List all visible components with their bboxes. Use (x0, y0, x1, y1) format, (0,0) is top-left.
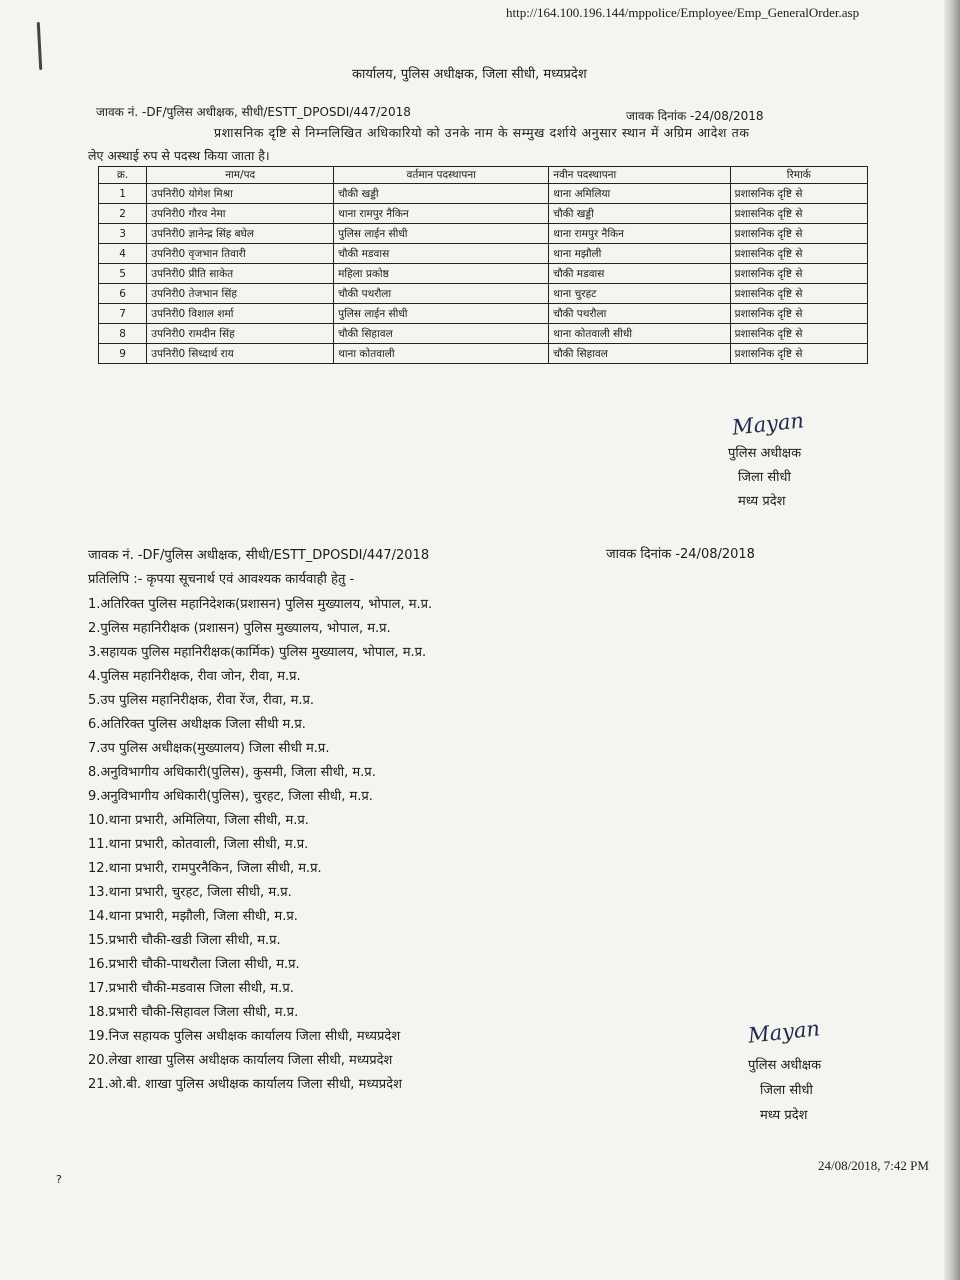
list-item: 1.अतिरिक्त पुलिस महानिदेशक(प्रशासन) पुलिस मुख्यालय, भोपाल, म.प्र. (88, 597, 433, 612)
cell-name: उपनिरी0 गौरव नेमा (147, 204, 334, 224)
list-item: 8.अनुविभागीय अधिकारी(पुलिस), कुसमी, जिला सीधी, म.प्र. (88, 765, 376, 780)
dispatch-number: जावक नं. -DF/पुलिस अधीक्षक, सीधी/ESTT_DPOSDI/447/2018 (96, 105, 411, 119)
page-url: http://164.100.196.144/mppolice/Employee/Emp_GeneralOrder.asp (506, 5, 860, 20)
list-item: 20.लेखा शाखा पुलिस अधीक्षक कार्यालय जिला सीधी, मध्यप्रदेश (88, 1053, 393, 1068)
table-row (99, 264, 868, 284)
order-intro-line2: लेए अस्थाई रुप से पदस्थ किया जाता है। (88, 148, 270, 163)
cell-remark: प्रशासनिक दृष्टि से (730, 244, 867, 264)
cell-new-posting: थाना चुरहट (549, 284, 730, 304)
list-item: 17.प्रभारी चौकी-मडवास जिला सीधी, म.प्र. (88, 981, 294, 996)
table-row (99, 344, 868, 364)
cell-current-posting: चौकी खड्डी (334, 184, 549, 204)
posting-table (98, 166, 868, 364)
header-new-posting: नवीन पदस्थापना (549, 167, 730, 184)
order-intro-line1: प्रशासनिक दृष्टि से निम्नलिखित अधिकारियो को उनके नाम के सम्मुख दर्शाये अनुसार स्थान में अग्रिम आदेश तक (214, 125, 750, 140)
list-item: 13.थाना प्रभारी, चुरहट, जिला सीधी, म.प्र. (88, 885, 292, 900)
cell-current-posting: चौकी सिहावल (334, 324, 549, 344)
header-remark: रिमार्क (730, 167, 867, 184)
cell-current-posting: महिला प्रकोष्ठ (334, 264, 549, 284)
list-item: 4.पुलिस महानिरीक्षक, रीवा जोन, रीवा, म.प्र. (88, 669, 301, 684)
table-row (99, 304, 868, 324)
signatory-district-2: जिला सीधी (760, 1083, 813, 1098)
table-row (99, 184, 868, 204)
list-item: 18.प्रभारी चौकी-सिहावल जिला सीधी, म.प्र. (88, 1005, 299, 1020)
cell-new-posting: थाना अमिलिया (549, 184, 730, 204)
cell-serial: 5 (99, 264, 147, 284)
header-name: नाम/पद (147, 167, 334, 184)
cell-serial: 2 (99, 204, 147, 224)
print-timestamp: 24/08/2018, 7:42 PM (818, 1158, 929, 1173)
cell-new-posting: थाना कोतवाली सीधी (549, 324, 730, 344)
list-item: 16.प्रभारी चौकी-पाथरौला जिला सीधी, म.प्र. (88, 957, 300, 972)
list-item: 11.थाना प्रभारी, कोतवाली, जिला सीधी, म.प्र. (88, 837, 309, 852)
cell-name: उपनिरी0 सिध्दार्थ राय (147, 344, 334, 364)
cell-remark: प्रशासनिक दृष्टि से (730, 184, 867, 204)
cell-serial: 9 (99, 344, 147, 364)
office-title: कार्यालय, पुलिस अधीक्षक, जिला सीधी, मध्यप्रदेश (352, 67, 587, 82)
cell-remark: प्रशासनिक दृष्टि से (730, 344, 867, 364)
list-item: 14.थाना प्रभारी, मझौली, जिला सीधी, म.प्र. (88, 909, 298, 924)
list-item: 7.उप पुलिस अधीक्षक(मुख्यालय) जिला सीधी म.प्र. (88, 741, 330, 756)
page-shadow (944, 0, 960, 1280)
cell-name: उपनिरी0 प्रीति साकेत (147, 264, 334, 284)
cell-serial: 4 (99, 244, 147, 264)
cell-current-posting: चौकी मडवास (334, 244, 549, 264)
list-item: 10.थाना प्रभारी, अमिलिया, जिला सीधी, म.प्र. (88, 813, 309, 828)
cell-current-posting: पुलिस लाईन सीधी (334, 304, 549, 324)
cell-new-posting: चौकी खड्डी (549, 204, 730, 224)
signature-scribble: Mayan (730, 408, 805, 440)
cell-serial: 6 (99, 284, 147, 304)
table-row (99, 224, 868, 244)
cell-new-posting: चौकी मडवास (549, 264, 730, 284)
list-item: 2.पुलिस महानिरीक्षक (प्रशासन) पुलिस मुख्यालय, भोपाल, म.प्र. (88, 621, 391, 636)
cell-remark: प्रशासनिक दृष्टि से (730, 224, 867, 244)
copy-dispatch-number: जावक नं. -DF/पुलिस अधीक्षक, सीधी/ESTT_DPOSDI/447/2018 (88, 548, 430, 563)
cell-remark: प्रशासनिक दृष्टि से (730, 264, 867, 284)
cell-remark: प्रशासनिक दृष्टि से (730, 204, 867, 224)
header-serial: क्र. (99, 167, 147, 184)
table-row (99, 204, 868, 224)
cell-remark: प्रशासनिक दृष्टि से (730, 284, 867, 304)
cell-current-posting: चौकी पथरौला (334, 284, 549, 304)
list-item: 21.ओ.बी. शाखा पुलिस अधीक्षक कार्यालय जिला सीधी, मध्यप्रदेश (88, 1077, 402, 1092)
list-item: 19.निज सहायक पुलिस अधीक्षक कार्यालय जिला सीधी, मध्यप्रदेश (88, 1029, 401, 1044)
signature-scribble-2: Mayan (746, 1016, 821, 1048)
signatory-title-2: पुलिस अधीक्षक (748, 1058, 822, 1073)
cell-current-posting: थाना रामपुर नैकिन (334, 204, 549, 224)
signatory-title: पुलिस अधीक्षक (728, 446, 802, 461)
table-row (99, 284, 868, 304)
dispatch-date: जावक दिनांक -24/08/2018 (626, 109, 764, 123)
list-item: 15.प्रभारी चौकी-खडी जिला सीधी, म.प्र. (88, 933, 281, 948)
copy-heading: प्रतिलिपि :- कृपया सूचनार्थ एवं आवश्यक कार्यवाही हेतु - (88, 572, 355, 587)
cell-remark: प्रशासनिक दृष्टि से (730, 304, 867, 324)
table-row (99, 324, 868, 344)
signatory-state: मध्य प्रदेश (738, 494, 786, 509)
cell-new-posting: थाना मझौली (549, 244, 730, 264)
list-item: 5.उप पुलिस महानिरीक्षक, रीवा रेंज, रीवा, म.प्र. (88, 693, 315, 708)
list-item: 9.अनुविभागीय अधिकारी(पुलिस), चुरहट, जिला सीधी, म.प्र. (88, 789, 373, 804)
stray-mark: ? (56, 1173, 62, 1186)
cell-serial: 3 (99, 224, 147, 244)
table-row (99, 244, 868, 264)
cell-current-posting: थाना कोतवाली (334, 344, 549, 364)
cell-new-posting: थाना रामपुर नैकिन (549, 224, 730, 244)
cell-name: उपनिरी0 विशाल शर्मा (147, 304, 334, 324)
cell-current-posting: पुलिस लाईन सीधी (334, 224, 549, 244)
cell-new-posting: चौकी सिहावल (549, 344, 730, 364)
cell-name: उपनिरी0 वृजभान तिवारी (147, 244, 334, 264)
cell-name: उपनिरी0 तेजभान सिंह (147, 284, 334, 304)
cell-serial: 8 (99, 324, 147, 344)
cell-name: उपनिरी0 योगेश मिश्रा (147, 184, 334, 204)
cell-new-posting: चौकी पथरौला (549, 304, 730, 324)
cell-serial: 1 (99, 184, 147, 204)
cell-name: उपनिरी0 रामदीन सिंह (147, 324, 334, 344)
list-item: 6.अतिरिक्त पुलिस अधीक्षक जिला सीधी म.प्र. (88, 717, 306, 732)
list-item: 12.थाना प्रभारी, रामपुरनैकिन, जिला सीधी, म.प्र. (88, 861, 322, 876)
cell-name: उपनिरी0 ज्ञानेन्द्र सिंह बघेल (147, 224, 334, 244)
list-item: 3.सहायक पुलिस महानिरीक्षक(कार्मिक) पुलिस मुख्यालय, भोपाल, म.प्र. (88, 645, 427, 660)
cell-serial: 7 (99, 304, 147, 324)
signatory-district: जिला सीधी (738, 470, 791, 485)
table-header-row (99, 167, 868, 184)
header-current-posting: वर्तमान पदस्थापना (334, 167, 549, 184)
cell-remark: प्रशासनिक दृष्टि से (730, 324, 867, 344)
signatory-state-2: मध्य प्रदेश (760, 1108, 808, 1123)
copy-dispatch-date: जावक दिनांक -24/08/2018 (606, 547, 755, 562)
